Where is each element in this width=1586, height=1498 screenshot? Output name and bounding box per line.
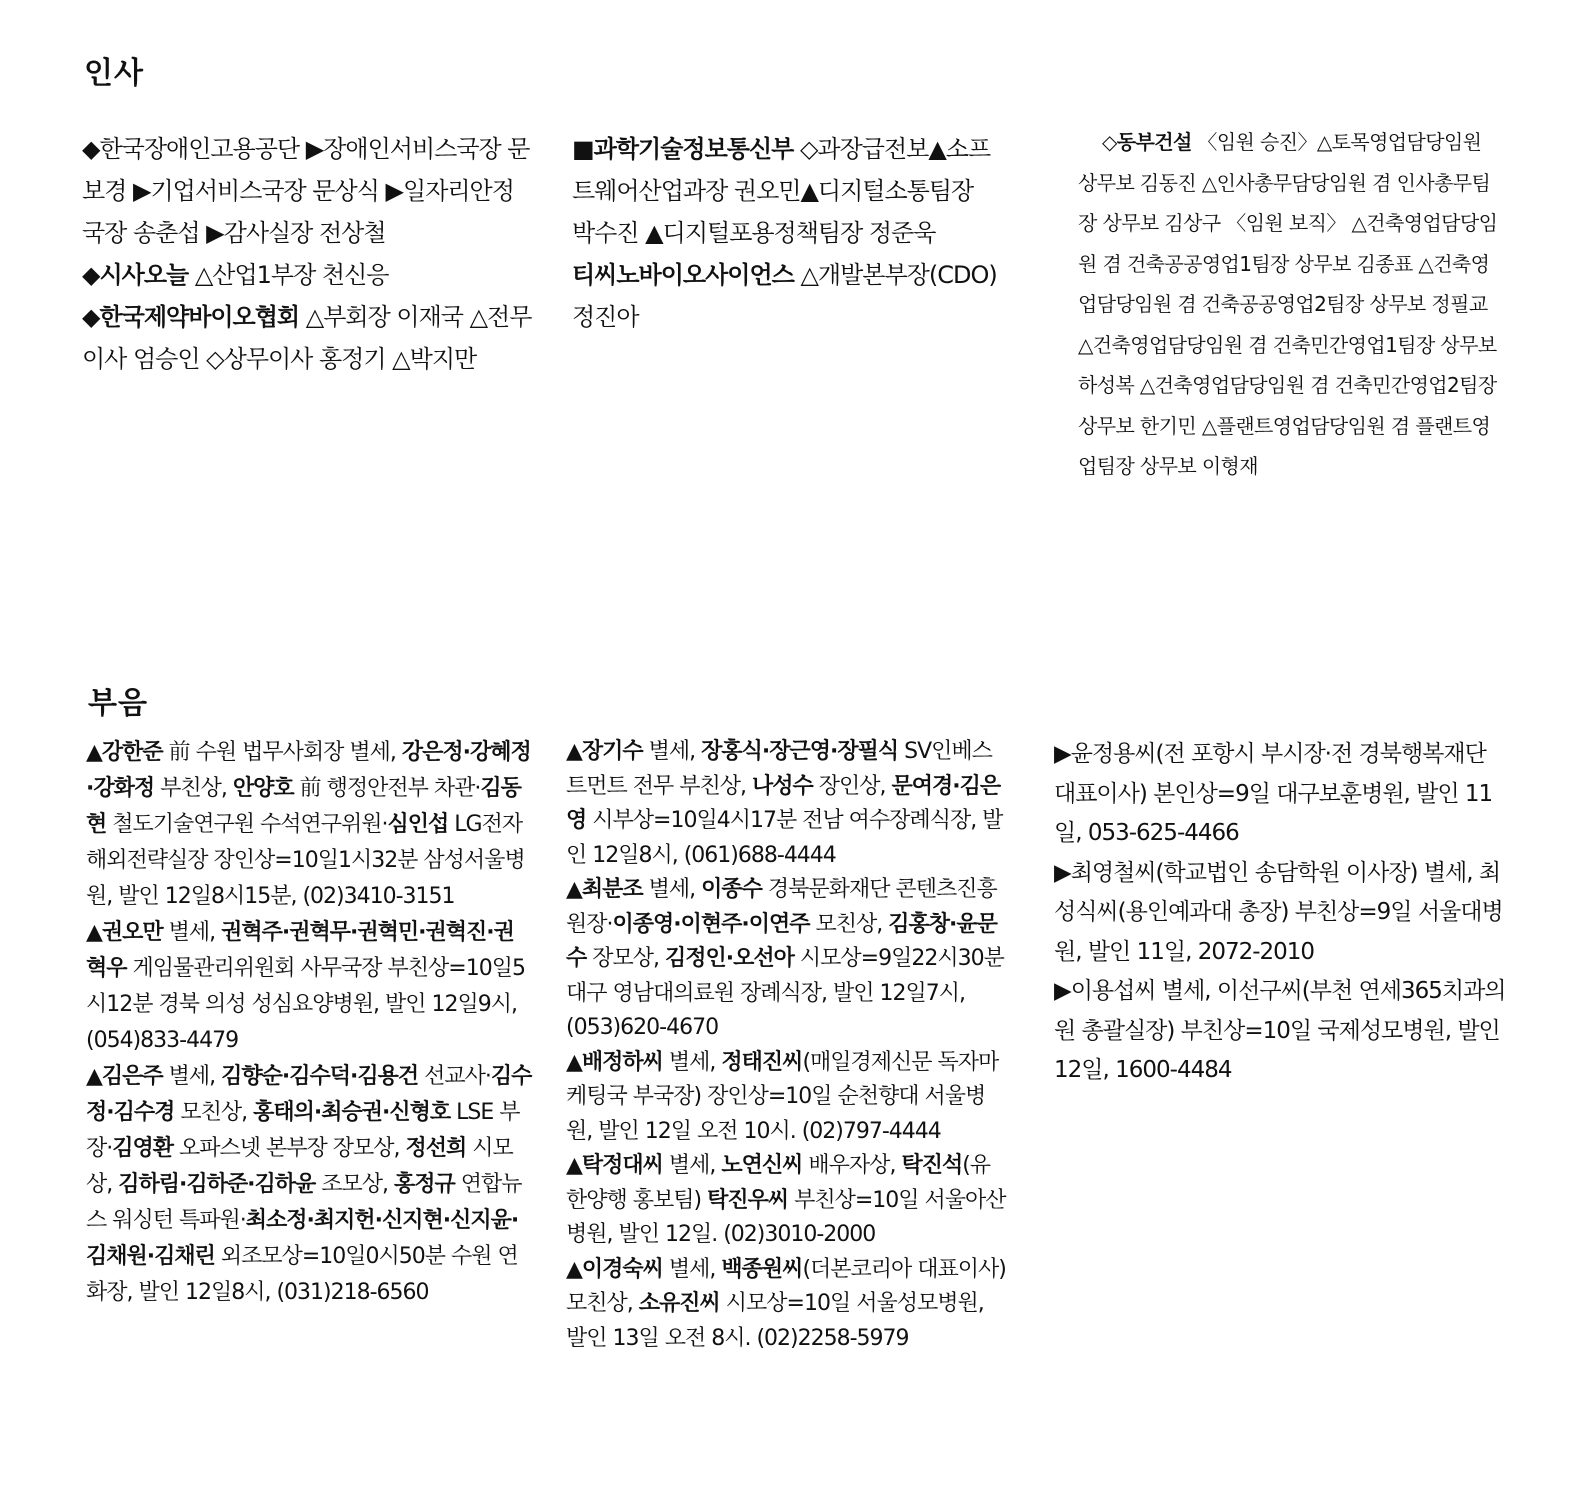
obituary-name: 소유진씨 <box>638 1291 720 1316</box>
obituary-text: 부친상, <box>154 776 233 801</box>
obituary-text: 장인상, <box>812 773 892 799</box>
obituary-name: ▲장기수 <box>566 739 643 764</box>
appointment-entry <box>82 296 532 380</box>
obituary-text: 연합뉴스 워싱턴 특파원· <box>86 1172 522 1233</box>
entry-text: ▶장애인서비스국장 문보경 ▶기업서비스국장 문상식 ▶일자리안정국장 송춘섭 ▶감사실장 전상철 <box>82 135 530 247</box>
obituary-entry <box>86 915 532 1059</box>
obituary-name: ▲이경숙씨 <box>566 1256 663 1282</box>
entry-organization: 티씨노바이오사이언스 <box>572 261 794 289</box>
appointments-column-2 <box>572 128 1002 338</box>
obituary-entry <box>566 1253 1006 1357</box>
obituary-text: ▶윤정용씨(전 포항시 부시장·전 경북행복재단 대표이사) 본인상=9일 대구보훈병원, 발인 11일, 053-625-4466 <box>1054 741 1493 846</box>
obituary-text: 별세, <box>662 1153 722 1178</box>
obituary-text: 경북문화재단 콘텐츠진흥원장· <box>566 877 997 937</box>
obituary-name: 탁진석 <box>901 1153 963 1178</box>
obituary-name: 권혁주·권혁무·권혁민·권혁진·권혁우 <box>86 920 514 981</box>
obituary-text: 배우자상, <box>802 1153 902 1178</box>
obituary-entry <box>1046 735 1506 854</box>
obituary-text: 게임물관리위원회 사무국장 부친상=10일5시12분 경북 의성 성심요양병원, 발인 12일9시, (054)833-4479 <box>86 956 525 1053</box>
obituaries-column-3 <box>1046 735 1506 1091</box>
obituary-name: 정선희 <box>405 1136 467 1161</box>
obituary-name: 김향순·김수덕·김용건 <box>221 1064 419 1089</box>
obituary-text: 철도기술연구원 수석연구위원· <box>106 812 388 837</box>
obituary-name: 홍태의·최승권·신형호 <box>253 1100 451 1125</box>
obituary-text: 별세, <box>662 1049 722 1075</box>
obituary-name: ▲최분조 <box>566 877 643 902</box>
obituary-text: 별세, <box>162 920 222 945</box>
appointments-column-1 <box>82 128 532 380</box>
obituary-name: ▲배정하씨 <box>566 1049 663 1075</box>
entry-organization: ■과학기술정보통신부 <box>572 135 794 163</box>
entry-organization: ◆한국장애인고용공단 <box>82 135 300 163</box>
obituary-name: 백종원씨 <box>721 1256 803 1282</box>
obituary-entry <box>86 735 532 915</box>
obituaries-column-2 <box>566 735 1006 1356</box>
obituary-text: SV인베스트먼트 전무 부친상, <box>566 739 992 799</box>
obituary-entry <box>566 1046 1006 1150</box>
obituary-text: (유한양행 홍보팀) <box>566 1153 991 1213</box>
entry-text: ◇과장급전보▲소프트웨어산업과장 권오민▲디지털소통팀장 박수진 ▲디지털포용정책팀장 정준욱 <box>572 135 991 247</box>
entry-text: △부회장 이재국 △전무이사 엄승인 ◇상무이사 홍정기 △박지만 <box>82 303 532 373</box>
entry-organization: ◇동부건설 <box>1102 130 1192 154</box>
obituary-text: LSE 부장· <box>86 1100 520 1161</box>
obituary-text: 시모상, <box>86 1136 513 1197</box>
obituary-name: 이종영·이현주·이연주 <box>612 911 810 937</box>
entry-organization: ◆한국제약바이오협회 <box>82 303 300 331</box>
obituary-text: 선교사· <box>418 1064 491 1089</box>
obituaries-heading: 부음 <box>88 686 148 721</box>
obituary-text: 외조모상=10일0시50분 수원 연화장, 발인 12일8시, (031)218-6560 <box>86 1244 518 1305</box>
obituary-name: 김홍창·윤문수 <box>566 911 997 971</box>
obituary-text: 별세, <box>662 1256 722 1282</box>
obituaries-column-1 <box>86 735 532 1311</box>
obituary-name: 최소정·최지헌·신지현·신지윤·김채원·김채린 <box>86 1208 519 1269</box>
obituary-name: 탁진우씨 <box>707 1187 789 1213</box>
obituary-name: 강은정·강혜정·강화정 <box>86 740 531 801</box>
obituary-name: 장홍식·장근영·장필식 <box>701 739 899 764</box>
obituary-text: LG전자 해외전략실장 장인상=10일1시32분 삼성서울병원, 발인 12일8시15분, (02)3410-3151 <box>86 812 525 909</box>
obituary-name: 문여경·김은영 <box>566 773 1001 833</box>
obituary-text: 조모상, <box>315 1172 394 1197</box>
obituary-name: 정태진씨 <box>721 1049 803 1075</box>
obituary-entry <box>566 873 1006 1046</box>
obituary-name: ▲탁정대씨 <box>566 1153 663 1178</box>
entry-text: △산업1부장 천신응 <box>188 261 389 289</box>
entry-text: △개발본부장(CDO) 정진아 <box>572 261 997 331</box>
obituary-text: (매일경제신문 독자마케팅국 부국장) 장인상=10일 순천향대 서울병원, 발인 12일 오전 10시. (02)797-4444 <box>566 1049 999 1144</box>
obituary-name: 나성수 <box>752 773 813 799</box>
obituary-text: 모친상, <box>174 1100 254 1125</box>
appointment-entry <box>82 128 532 254</box>
obituary-name: 김동현 <box>86 776 521 837</box>
obituary-text: ▶최영철씨(학교법인 송담학원 이사장) 별세, 최성식씨(용인예과대 총장) 부친상=9일 서울대병원, 발인 11일, 2072-2010 <box>1054 859 1503 965</box>
obituary-text: 前 수원 법무사회장 별세, <box>162 740 402 765</box>
obituary-entry <box>566 1149 1006 1253</box>
obituary-name: ▲강한준 <box>86 740 163 765</box>
obituary-text: 장모상, <box>586 946 666 971</box>
obituary-text: (더본코리아 대표이사) 모친상, <box>566 1256 1006 1316</box>
obituary-text: 부친상=10일 서울아산병원, 발인 12일. (02)3010-2000 <box>566 1187 1006 1247</box>
obituary-name: 김영환 <box>112 1136 174 1161</box>
obituary-name: 심인섭 <box>387 812 449 837</box>
obituary-text: 오파스넷 본부장 장모상, <box>173 1136 406 1161</box>
obituary-text: 별세, <box>642 877 702 902</box>
obituary-name: 노연신씨 <box>721 1153 803 1178</box>
appointments-column-3 <box>1078 122 1498 487</box>
obituary-entry <box>1046 972 1506 1091</box>
obituary-text: 시모상=10일 서울성모병원, 발인 13일 오전 8시. (02)2258-5979 <box>566 1291 984 1351</box>
obituary-text: 前 행정안전부 차관· <box>293 776 481 801</box>
obituary-name: ▲김은주 <box>86 1064 163 1089</box>
obituary-name: 이종수 <box>701 877 762 902</box>
obituary-text: 별세, <box>162 1064 222 1089</box>
obituary-text: ▶이용섭씨 별세, 이선구씨(부천 연세365치과의원 총괄실장) 부친상=10일 국제성모병원, 발인 12일, 1600-4484 <box>1054 978 1506 1083</box>
appointment-entry <box>572 254 1002 338</box>
obituary-entry <box>1046 854 1506 973</box>
entry-organization: ◆시사오늘 <box>82 261 189 289</box>
obituary-text: 시모상=9일22시30분 대구 영남대의료원 장례식장, 발인 12일7시, (053)620-4670 <box>566 946 1004 1040</box>
appointment-entry <box>572 128 1002 254</box>
obituary-name: 김수정·김수경 <box>86 1064 532 1125</box>
obituary-entry <box>566 735 1006 873</box>
obituary-entry <box>86 1059 532 1311</box>
appointment-entry <box>1078 122 1498 487</box>
appointment-entry <box>82 254 532 296</box>
obituary-name: 안양호 <box>232 776 294 801</box>
obituary-name: 김하림·김하준·김하윤 <box>118 1172 316 1197</box>
entry-text: 〈임원 승진〉△토목영업담당임원 상무보 김동진 △인사총무담당임원 겸 인사총무팀장 상무보 김상구 〈임원 보직〉 △건축영업담당임원 겸 건축공공영업1팀장 상무보 김종표 △건축영업담당임원 겸 건축공공영업2팀장 상무보 정필교 △건축영업담당임원 겸 건축민간영업1팀장 상무보 하성복 △건축영업담당임원 겸 건축민간영업2팀장 상무보 한기민 △플랜트영업담당임원 겸 플랜트영업팀장 상무보 이형재 <box>1078 130 1498 478</box>
obituary-name: ▲권오만 <box>86 920 163 945</box>
appointments-heading: 인사 <box>84 56 144 91</box>
obituary-text: 시부상=10일4시17분 전남 여수장례식장, 발인 12일8시, (061)688-4444 <box>566 808 1003 868</box>
obituary-text: 별세, <box>642 739 702 764</box>
obituary-text: 모친상, <box>809 911 889 937</box>
obituary-name: 홍정규 <box>393 1172 455 1197</box>
obituary-name: 김정인·오선아 <box>665 946 794 971</box>
